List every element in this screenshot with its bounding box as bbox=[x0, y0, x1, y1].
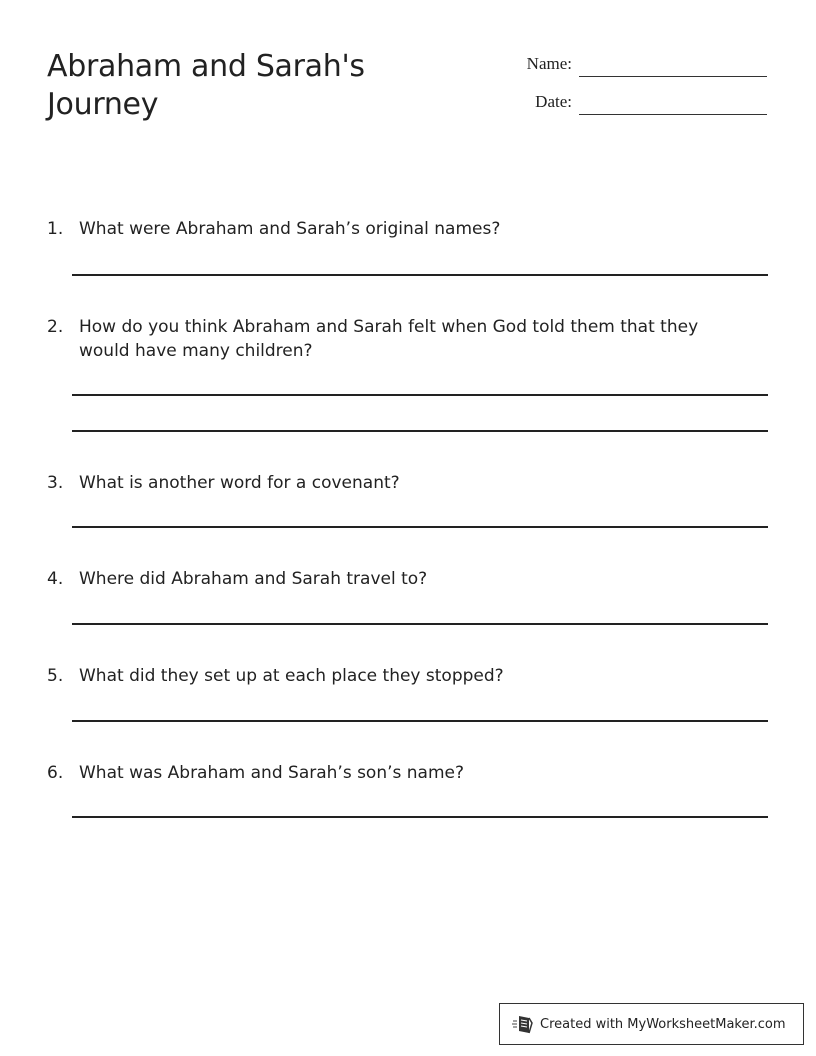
question-number: 6. bbox=[47, 763, 64, 783]
worksheet-maker-logo-icon bbox=[512, 1013, 534, 1035]
name-input-line[interactable] bbox=[579, 76, 767, 77]
name-label: Name: bbox=[526, 54, 572, 73]
question-number: 1. bbox=[47, 219, 64, 239]
page-title: Abraham and Sarah's Journey bbox=[47, 49, 365, 122]
answer-line-2b[interactable] bbox=[72, 430, 768, 432]
question-text: What is another word for a covenant? bbox=[79, 473, 400, 493]
question-text: Where did Abraham and Sarah travel to? bbox=[79, 569, 428, 589]
date-input-line[interactable] bbox=[579, 114, 767, 115]
question-text: What were Abraham and Sarah’s original names? bbox=[79, 219, 501, 239]
question-number: 3. bbox=[47, 473, 64, 493]
question-text: What did they set up at each place they stopped? bbox=[79, 666, 504, 686]
question-text: What was Abraham and Sarah’s son’s name? bbox=[79, 763, 465, 783]
answer-line-2a[interactable] bbox=[72, 394, 768, 396]
question-number: 2. bbox=[47, 317, 64, 337]
date-label: Date: bbox=[535, 92, 572, 111]
question-text: How do you think Abraham and Sarah felt when God told them that they would have many children? bbox=[79, 317, 699, 361]
answer-line-3[interactable] bbox=[72, 526, 768, 528]
question-number: 5. bbox=[47, 666, 64, 686]
answer-line-4[interactable] bbox=[72, 623, 768, 625]
answer-line-1[interactable] bbox=[72, 274, 768, 276]
footer-badge[interactable] bbox=[499, 1003, 804, 1045]
answer-line-5[interactable] bbox=[72, 720, 768, 722]
answer-line-6[interactable] bbox=[72, 816, 768, 818]
question-number: 4. bbox=[47, 569, 64, 589]
footer-text: Created with MyWorksheetMaker.com bbox=[540, 1016, 786, 1032]
